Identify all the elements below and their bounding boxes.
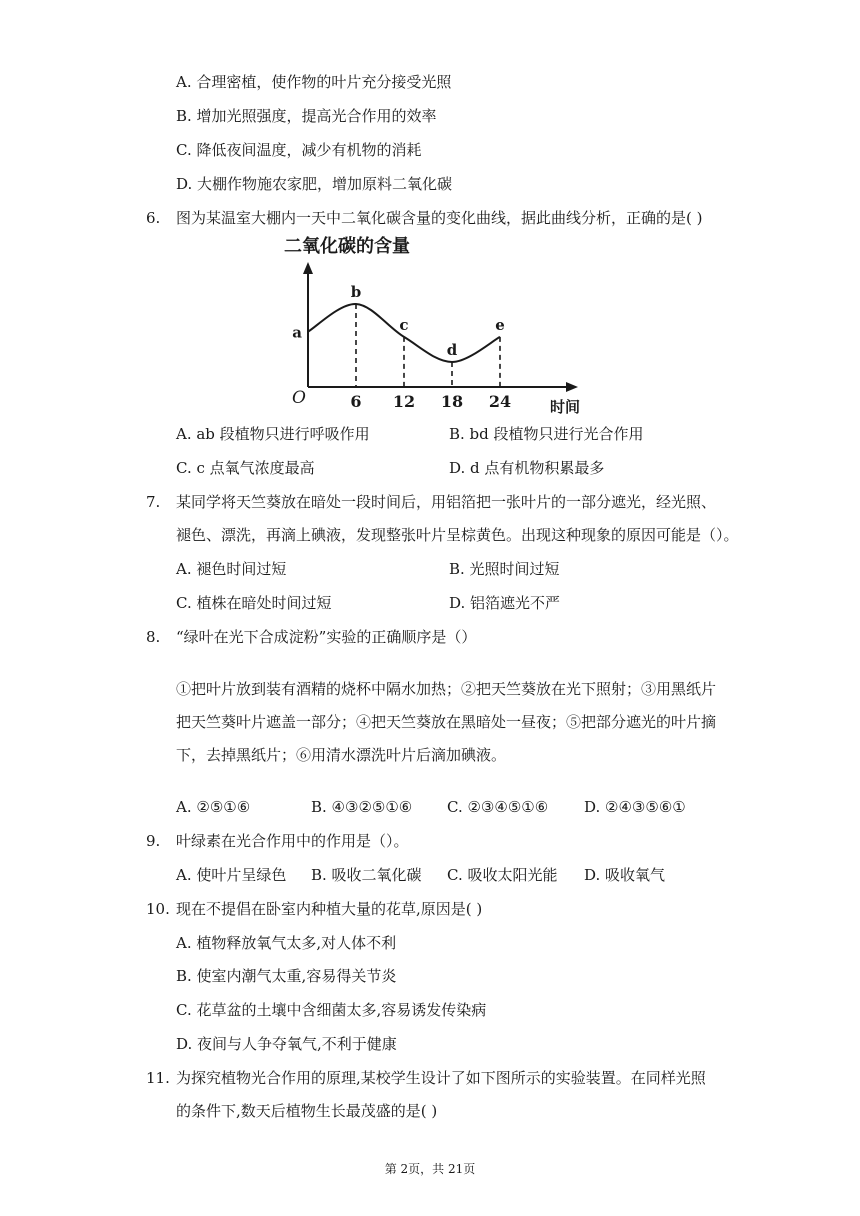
q7-option-a: A. 褪色时间过短 <box>176 560 287 578</box>
q6-option-b: B. bd 段植物只进行光合作用 <box>449 425 644 443</box>
co2-curve-chart <box>284 232 594 420</box>
y-axis-arrow <box>303 262 313 274</box>
q7-number: 7. <box>146 493 161 511</box>
q8-number: 8. <box>146 628 161 646</box>
x-axis-arrow <box>566 382 578 392</box>
q5-option-b: B. 增加光照强度，提高光合作用的效率 <box>176 107 437 125</box>
q10-option-d: D. 夜间与人争夺氧气,不利于健康 <box>176 1035 397 1053</box>
q8-steps-line1: ①把叶片放到装有酒精的烧杯中隔水加热；②把天竺葵放在光下照射；③用黑纸片 <box>176 680 717 698</box>
q7-stem-line2: 褪色、漂洗，再滴上碘液，发现整张叶片呈棕黄色。出现这种现象的原因可能是（）。 <box>176 526 739 544</box>
q9-option-c: C. 吸收太阳光能 <box>447 866 558 884</box>
q10-number: 10. <box>146 900 170 918</box>
q10-option-c: C. 花草盆的土壤中含细菌太多,容易诱发传染病 <box>176 1001 487 1019</box>
x-tick-label-12: 12 <box>392 392 416 411</box>
q9-number: 9. <box>146 832 161 850</box>
q10-option-b: B. 使室内潮气太重,容易得关节炎 <box>176 967 397 985</box>
q8-option-d: D. ②④③⑤⑥① <box>584 798 686 816</box>
q7-option-d: D. 铝箔遮光不严 <box>449 594 561 612</box>
q8-option-c: C. ②③④⑤①⑥ <box>447 798 549 816</box>
q6-stem: 图为某温室大棚内一天中二氧化碳含量的变化曲线，据此曲线分析，正确的是( ) <box>176 209 703 227</box>
point-label-a: a <box>292 323 302 342</box>
q5-option-c: C. 降低夜间温度，减少有机物的消耗 <box>176 141 422 159</box>
q8-option-a: A. ②⑤①⑥ <box>176 798 251 816</box>
point-label-c: c <box>399 315 409 334</box>
q11-stem-line2: 的条件下,数天后植物生长最茂盛的是( ) <box>176 1102 438 1120</box>
point-label-b: b <box>350 283 362 301</box>
page-footer: 第 2页，共 21页 <box>384 1162 476 1176</box>
q6-option-c: C. c 点氧气浓度最高 <box>176 459 315 477</box>
x-tick-label-24: 24 <box>488 392 512 411</box>
q11-stem-line1: 为探究植物光合作用的原理,某校学生设计了如下图所示的实验装置。在同样光照 <box>176 1069 706 1087</box>
q10-stem: 现在不提倡在卧室内种植大量的花草,原因是( ) <box>176 900 483 918</box>
q5-option-a: A. 合理密植，使作物的叶片充分接受光照 <box>176 73 452 91</box>
q7-option-c: C. 植株在暗处时间过短 <box>176 594 332 612</box>
point-label-d: d <box>446 341 458 359</box>
q8-option-b: B. ④③②⑤①⑥ <box>311 798 413 816</box>
q11-number: 11. <box>146 1069 170 1087</box>
q6-option-a: A. ab 段植物只进行呼吸作用 <box>176 425 370 443</box>
q8-steps-line2: 把天竺葵叶片遮盖一部分；④把天竺葵放在黑暗处一昼夜；⑤把部分遮光的叶片摘 <box>176 713 717 731</box>
q6-option-d: D. d 点有机物积累最多 <box>449 459 605 477</box>
q7-option-b: B. 光照时间过短 <box>449 560 560 578</box>
q9-option-a: A. 使叶片呈绿色 <box>176 866 287 884</box>
chart-x-axis-label: 时间 <box>550 398 581 416</box>
chart-origin-label: O <box>292 388 306 408</box>
q7-stem-line1: 某同学将天竺葵放在暗处一段时间后，用铝箔把一张叶片的一部分遮光，经光照、 <box>176 493 717 511</box>
q9-stem: 叶绿素在光合作用中的作用是（）。 <box>176 832 409 850</box>
point-label-e: e <box>495 315 505 334</box>
q5-option-d: D. 大棚作物施农家肥，增加原料二氧化碳 <box>176 175 453 193</box>
chart-y-axis-label: 二氧化碳的含量 <box>284 236 410 257</box>
q8-stem: “绿叶在光下合成淀粉”实验的正确顺序是（） <box>176 628 477 646</box>
x-tick-label-18: 18 <box>440 392 464 411</box>
q9-option-d: D. 吸收氧气 <box>584 866 666 884</box>
q10-option-a: A. 植物释放氧气太多,对人体不利 <box>176 934 397 952</box>
x-tick-label-6: 6 <box>350 392 362 411</box>
q6-number: 6. <box>146 209 161 227</box>
q8-steps-line3: 下，去掉黑纸片；⑥用清水漂洗叶片后滴加碘液。 <box>176 746 507 764</box>
q9-option-b: B. 吸收二氧化碳 <box>311 866 422 884</box>
